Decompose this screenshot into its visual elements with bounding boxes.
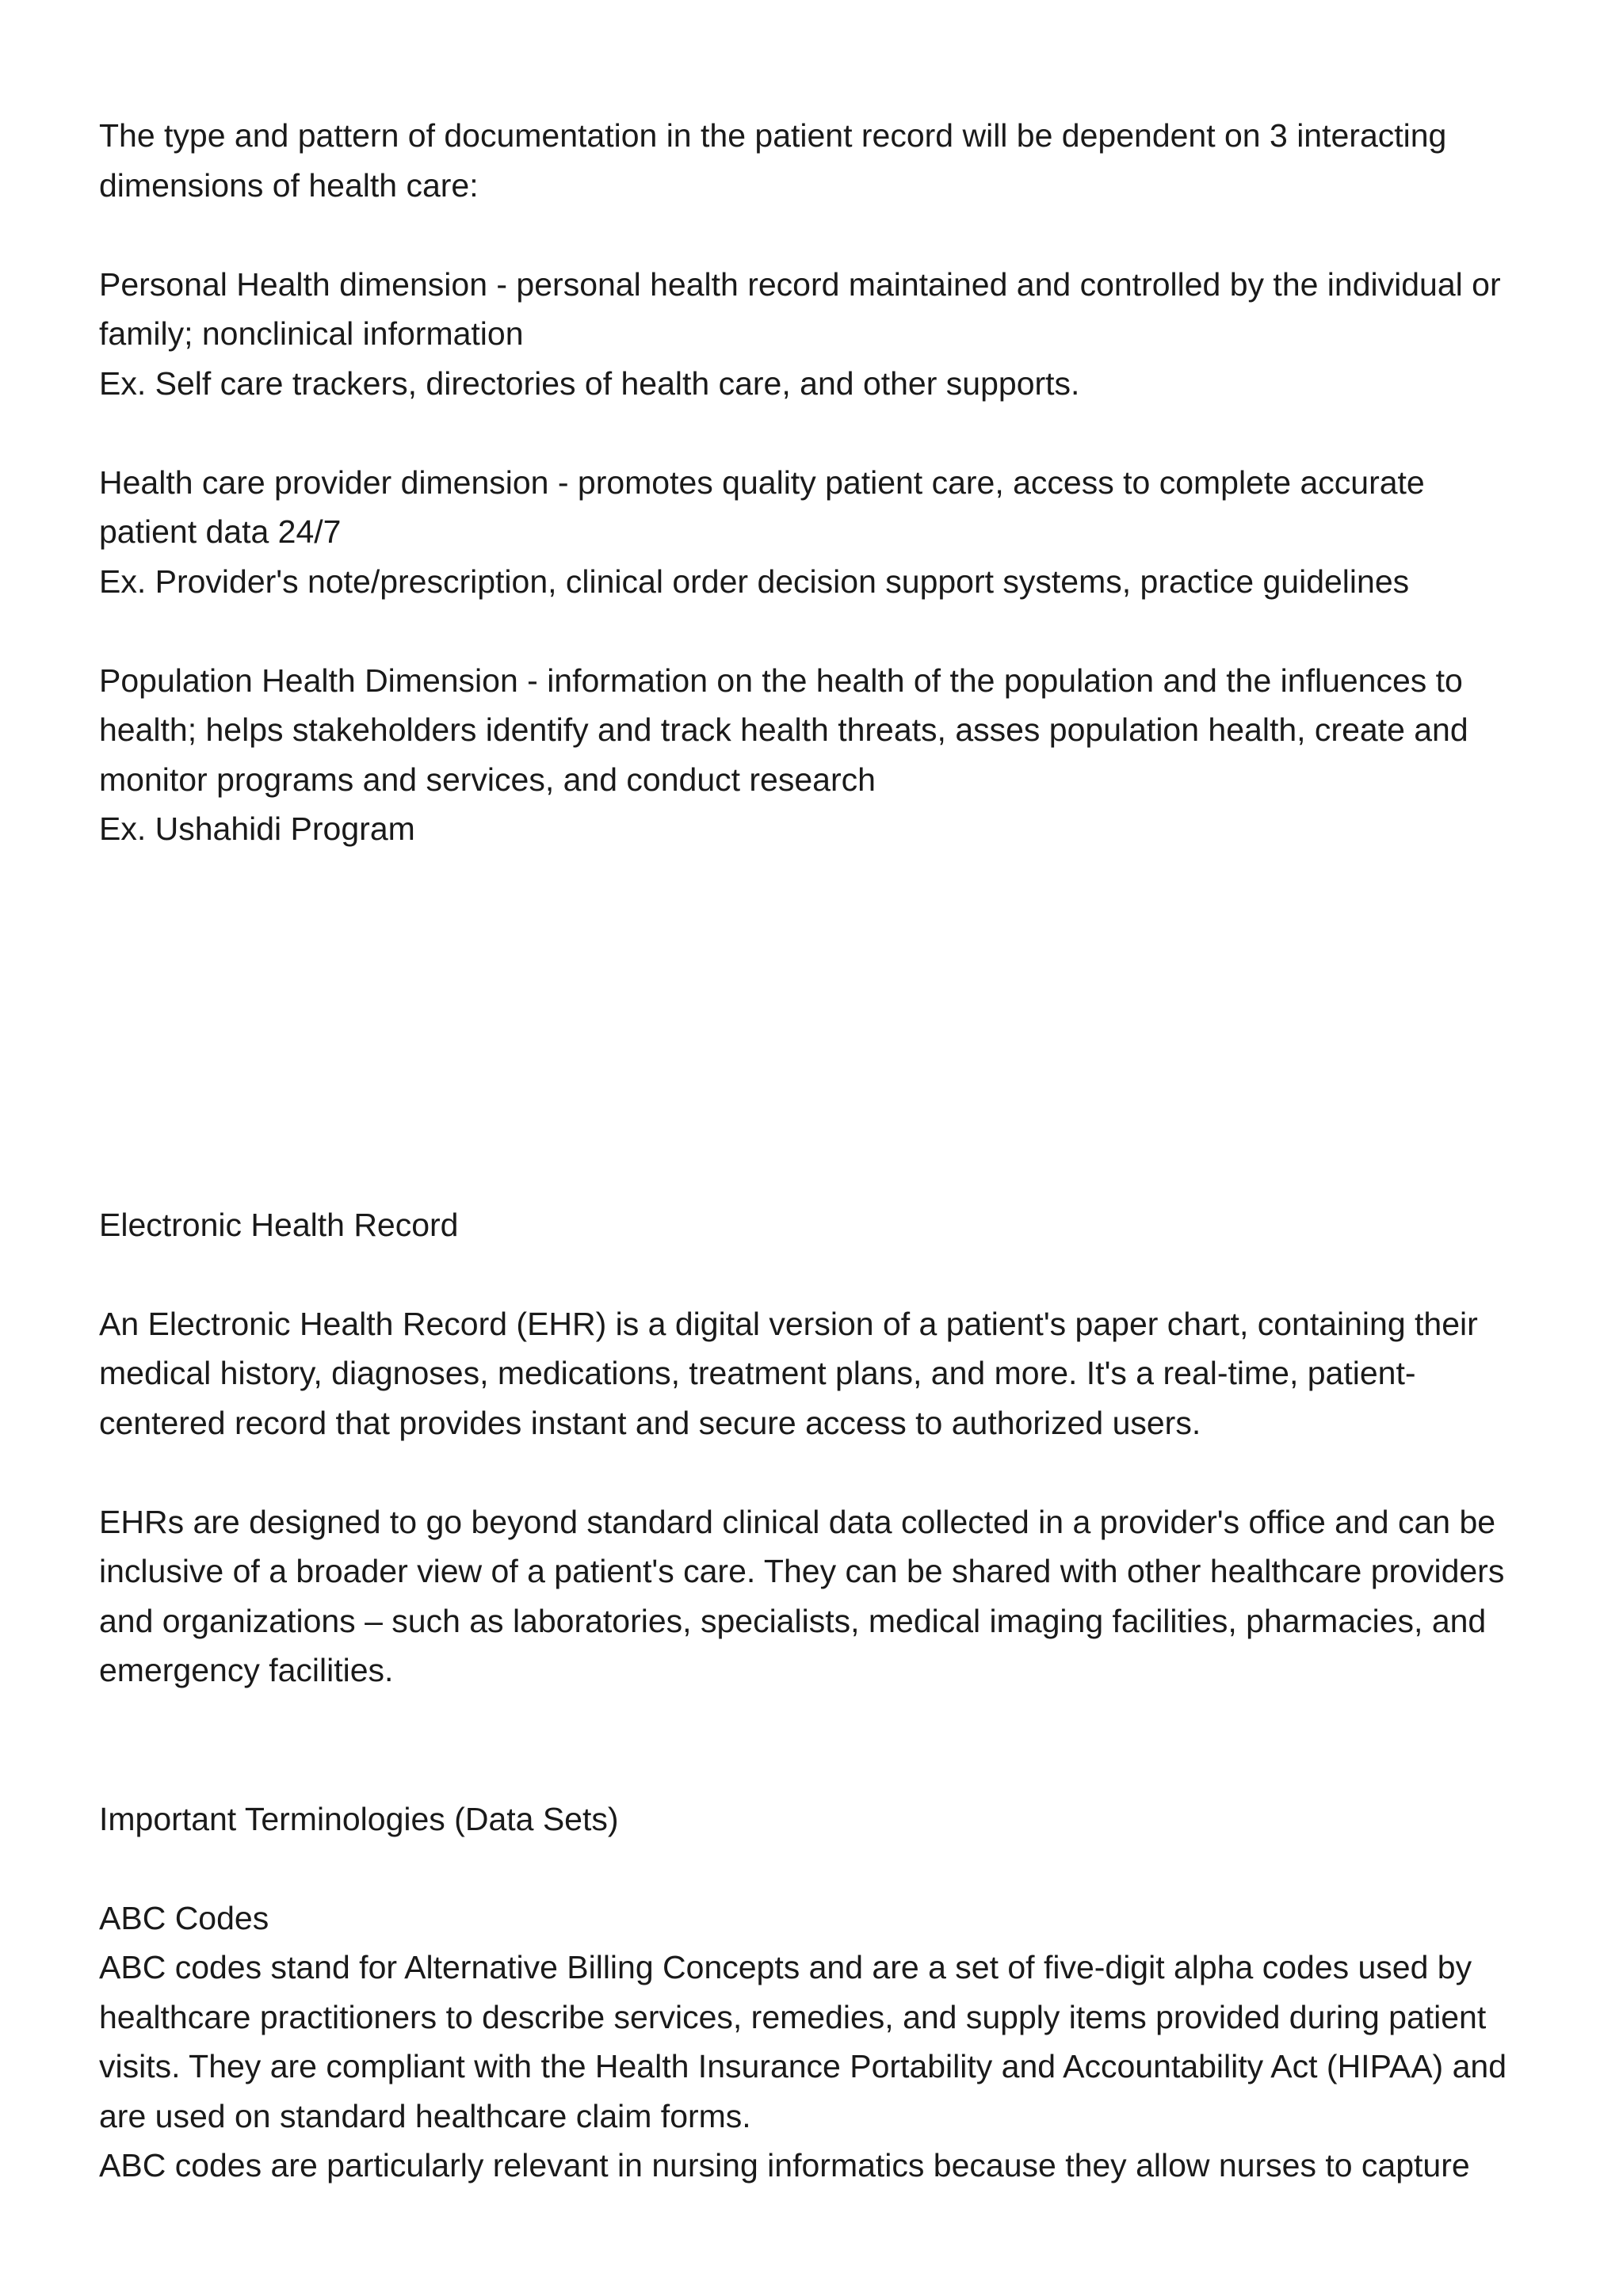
- ehr-p1-line-1: An Electronic Health Record (EHR) is a digital version of a patient's paper chart, containing their: [99, 1305, 1478, 1342]
- provider-line-1: Health care provider dimension - promotes quality patient care, access to complete accurate: [99, 463, 1425, 501]
- population-example: Ex. Ushahidi Program: [99, 810, 415, 847]
- spacer: [99, 1695, 1557, 1794]
- terminologies-heading: Important Terminologies (Data Sets): [99, 1800, 619, 1837]
- spacer: [99, 1844, 1557, 1894]
- abc-line-2: healthcare practitioners to describe services, remedies, and supply items provided during patient: [99, 1998, 1487, 2035]
- ehr-p1-line-2: medical history, diagnoses, medications, treatment plans, and more. It's a real-time, patient-: [99, 1355, 1416, 1391]
- spacer: [99, 854, 1557, 1200]
- provider-line-2: patient data 24/7: [99, 513, 342, 550]
- personal-line-1: Personal Health dimension - personal health record maintained and controlled by the individual or: [99, 265, 1501, 303]
- population-line-1: Population Health Dimension - information on the health of the population and the influences to: [99, 662, 1463, 699]
- abc-line-5: ABC codes are particularly relevant in nursing informatics because they allow nurses to capture: [99, 2147, 1470, 2183]
- ehr-p2-line-2: inclusive of a broader view of a patient's care. They can be shared with other healthcare providers: [99, 1553, 1505, 1589]
- population-line-2: health; helps stakeholders identify and track health threats, asses population health, create and: [99, 711, 1468, 748]
- ehr-heading: Electronic Health Record: [99, 1206, 459, 1243]
- intro-line-1: The type and pattern of documentation in the patient record will be dependent on 3 interacting: [99, 117, 1447, 154]
- ehr-p1-line-3: centered record that provides instant and secure access to authorized users.: [99, 1404, 1201, 1441]
- abc-line-4: are used on standard healthcare claim forms.: [99, 2097, 751, 2134]
- spacer: [99, 210, 1557, 260]
- intro-line-2: dimensions of health care:: [99, 166, 479, 204]
- ehr-p2-line-4: emergency facilities.: [99, 1652, 394, 1688]
- provider-example: Ex. Provider's note/prescription, clinical order decision support systems, practice guidelines: [99, 563, 1410, 600]
- spacer: [99, 408, 1557, 458]
- abc-line-3: visits. They are compliant with the Health Insurance Portability and Accountability Act (HIPAA) and: [99, 2048, 1507, 2084]
- personal-line-2: family; nonclinical information: [99, 315, 524, 352]
- ehr-p2-line-3: and organizations – such as laboratories, specialists, medical imaging facilities, pharmacies, and: [99, 1602, 1487, 1639]
- spacer: [99, 1249, 1557, 1299]
- spacer: [99, 606, 1557, 656]
- abc-title: ABC Codes: [99, 1899, 269, 1936]
- ehr-p2-line-1: EHRs are designed to go beyond standard clinical data collected in a provider's office and can be: [99, 1503, 1496, 1540]
- population-line-3: monitor programs and services, and conduct research: [99, 761, 876, 798]
- personal-example: Ex. Self care trackers, directories of health care, and other supports.: [99, 364, 1080, 402]
- spacer: [99, 1447, 1557, 1497]
- document-page: [99, 111, 1557, 2191]
- abc-line-1: ABC codes stand for Alternative Billing Concepts and are a set of five-digit alpha codes used by: [99, 1949, 1472, 1985]
